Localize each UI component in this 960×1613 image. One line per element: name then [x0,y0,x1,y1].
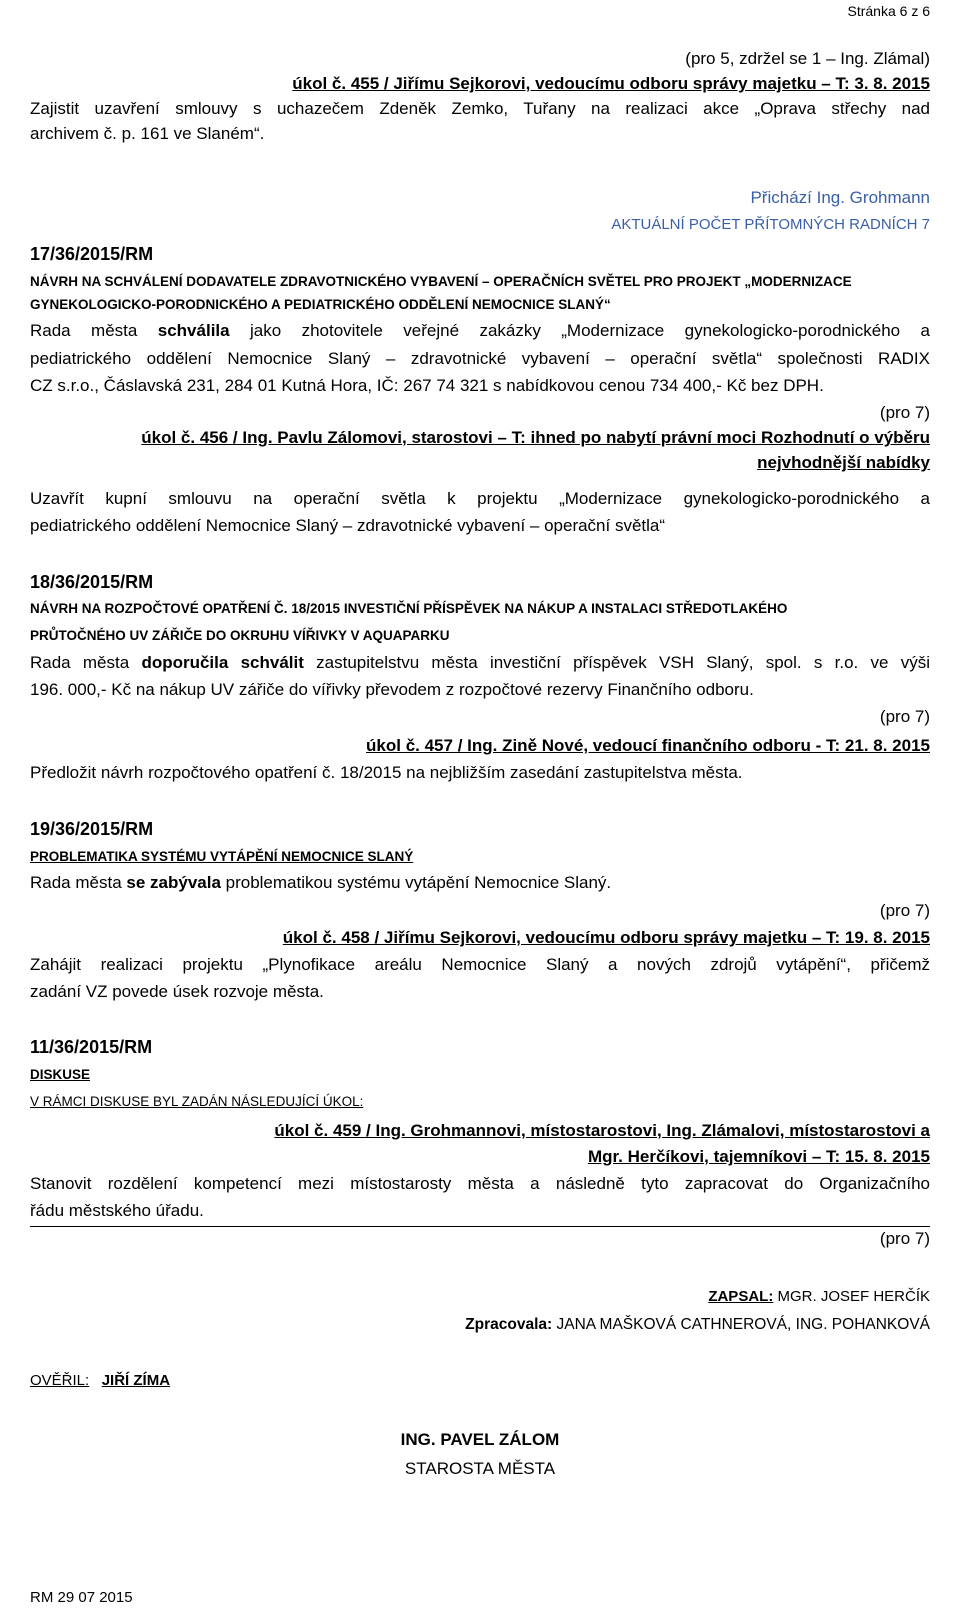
resolution-text-cont: 196. 000,- Kč na nákup UV zářiče do vířivky převodem z rozpočtové rezervy Finančního odboru. [30,680,754,699]
item-title: NÁVRH NA ROZPOČTOVÉ OPATŘENÍ Č. 18/2015 INVESTIČNÍ PŘÍSPĚVEK NA NÁKUP A INSTALACI STŘEDOTLAKÉHO [30,601,788,616]
task-instruction: Uzavřít kupní smlouvu na operační světla k projektu „Modernizace gynekologicko-porodnického a [30,489,930,508]
mayor-name: ING. PAVEL ZÁLOM [400,1430,560,1449]
attendance-count: AKTUÁLNÍ POČET PŘÍTOMNÝCH RADNÍCH 7 [611,216,930,233]
task-instruction: Zajistit uzavření smlouvy s uchazečem Zdeněk Zemko, Tuřany na realizaci akce „Oprava střechy nad [30,99,930,118]
task-instruction: Stanovit rozdělení kompetencí mezi místostarosty města a následně tyto zapracovat do Organizačního [30,1174,930,1193]
task-instruction-cont: zadání VZ povede úsek rozvoje města. [30,982,324,1001]
vote-result: (pro 5, zdržel se 1 – Ing. Zlámal) [685,49,930,68]
item-title-cont: PRŮTOČNÉHO UV ZÁŘIČE DO OKRUHU VÍŘIVKY V AQUAPARKU [30,628,450,643]
resolution-text: Rada města se zabývala problematikou systému vytápění Nemocnice Slaný. [30,873,612,892]
arrival-note: Přichází Ing. Grohmann [750,188,930,207]
item-number: 11/36/2015/RM [30,1037,153,1057]
recorded-by: ZAPSAL: MGR. JOSEF HERČÍK [708,1288,930,1305]
item-number: 17/36/2015/RM [30,244,154,264]
task-assignment-cont: nejvhodnější nabídky [757,453,930,472]
item-title: DISKUSE [30,1067,91,1082]
item-title: PROBLEMATIKA SYSTÉMU VYTÁPĚNÍ NEMOCNICE SLANÝ [30,849,414,864]
task-instruction: Předložit návrh rozpočtového opatření č. 18/2015 na nejbližším zasedání zastupitelstva města. [30,763,743,782]
resolution-text: Rada města doporučila schválit zastupitelstvu města investiční příspěvek VSH Slaný, spol. s r.o. ve výši [30,653,930,672]
document-page [30,0,930,1613]
mayor-title: STAROSTA MĚSTA [404,1459,556,1478]
vote-result: (pro 7) [879,1229,930,1248]
item-number: 18/36/2015/RM [30,572,154,592]
task-assignment: úkol č. 457 / Ing. Zině Nové, vedoucí finančního odboru - T: 21. 8. 2015 [366,736,930,755]
separator-line [30,1226,930,1227]
resolution-text: Rada města schválila jako zhotovitele veřejné zakázky „Modernizace gynekologicko-porodnického a [30,321,930,340]
resolution-text-cont: pediatrického oddělení Nemocnice Slaný – zdravotnické vybavení – operační světla“ společnosti RADIX [30,349,930,368]
task-assignment: úkol č. 456 / Ing. Pavlu Zálomovi, starostovi – T: ihned po nabytí právní moci Rozhodnutí o výběru [141,428,930,447]
task-assignment: úkol č. 455 / Jiřímu Sejkorovi, vedoucímu odboru správy majetku – T: 3. 8. 2015 [292,74,930,93]
page-number: Stránka 6 z 6 [847,3,930,19]
vote-result: (pro 7) [879,403,930,422]
document-code: RM 29 07 2015 [30,1589,133,1606]
item-title-cont: GYNEKOLOGICKO-PORODNICKÉHO A PEDIATRICKÉHO ODDĚLENÍ NEMOCNICE SLANÝ“ [30,297,611,312]
verified-by: OVĚŘIL: JIŘÍ ZÍMA [30,1372,171,1389]
resolution-text-cont: CZ s.r.o., Čáslavská 231, 284 01 Kutná Hora, IČ: 267 74 321 s nabídkovou cenou 734 400,- Kč bez DPH. [30,376,824,395]
item-number: 19/36/2015/RM [30,819,154,839]
vote-result: (pro 7) [879,901,930,920]
task-instruction: Zahájit realizaci projektu „Plynofikace areálu Nemocnice Slaný a nových zdrojů vytápění“, přičemž [30,955,930,974]
task-assignment: úkol č. 459 / Ing. Grohmannovi, místostarostovi, Ing. Zlámalovi, místostarostovi a [274,1121,930,1140]
task-instruction-cont: pediatrického oddělení Nemocnice Slaný – zdravotnické vybavení – operační světla“ [30,516,666,535]
task-assignment-cont: Mgr. Herčíkovi, tajemníkovi – T: 15. 8. 2015 [587,1147,930,1166]
task-instruction-cont: řádu městského úřadu. [30,1201,204,1220]
vote-result: (pro 7) [879,707,930,726]
task-instruction-cont: archivem č. p. 161 ve Slaném“. [30,124,265,143]
discussion-subtitle: V RÁMCI DISKUSE BYL ZADÁN NÁSLEDUJÍCÍ ÚKOL: [30,1094,364,1109]
item-title: NÁVRH NA SCHVÁLENÍ DODAVATELE ZDRAVOTNICKÉHO VYBAVENÍ – OPERAČNÍCH SVĚTEL PRO PROJEKT „MODERNIZACE [30,274,852,289]
prepared-by: Zpracovala: JANA MAŠKOVÁ CATHNEROVÁ, ING. POHANKOVÁ [465,1316,930,1333]
task-assignment: úkol č. 458 / Jiřímu Sejkorovi, vedoucímu odboru správy majetku – T: 19. 8. 2015 [282,928,930,947]
